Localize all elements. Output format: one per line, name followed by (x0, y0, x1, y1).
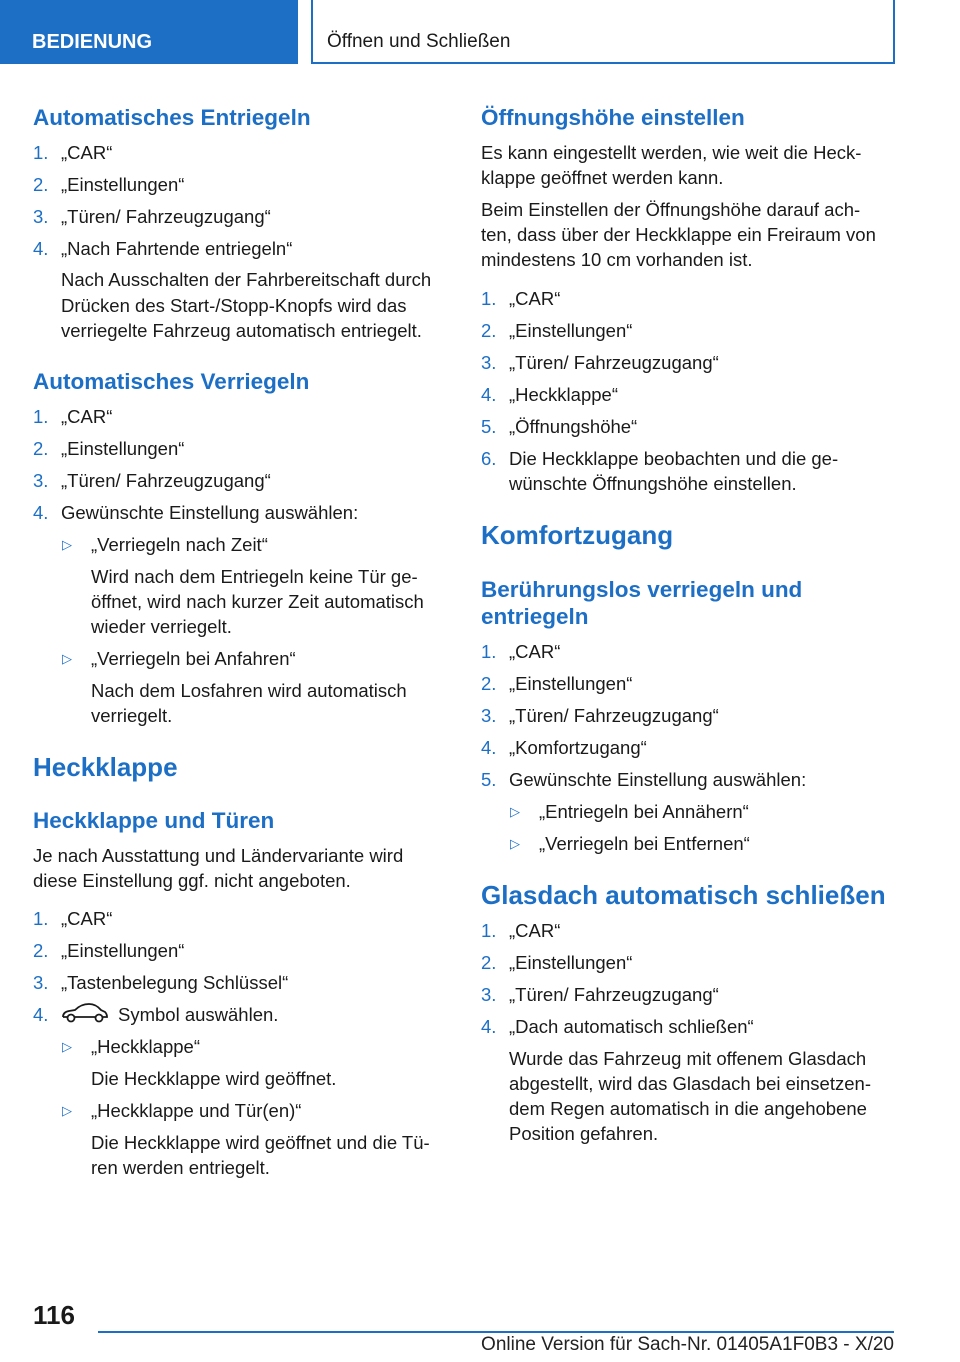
note-line: abgestellt, wird das Glasdach bei einsetzen‐ (509, 1073, 871, 1094)
heading-auto-verriegeln: Automatisches Verriegeln (33, 369, 310, 394)
sub-desc: Wird nach dem Entriegeln keine Tür ge‐ (91, 566, 418, 587)
page-number: 116 (33, 1300, 75, 1330)
sub-desc: ren werden entriegelt. (91, 1157, 270, 1178)
note-line: dem Regen automatisch in die angehobene (509, 1098, 867, 1119)
heading-glasdach: Glasdach automatisch schließen (481, 880, 886, 910)
footer-divider (98, 1331, 894, 1333)
heading-oeffnungshoehe: Öffnungshöhe einstellen (481, 105, 745, 130)
subheading-beruehrungslos: Berührungslos verriegeln und (481, 577, 803, 602)
paragraph-line: Es kann eingestellt werden, wie weit die Heck‐ (481, 142, 862, 163)
sub-desc: Die Heckklappe wird geöffnet und die Tü‐ (91, 1132, 430, 1153)
paragraph-line: Je nach Ausstattung und Ländervariante wird (33, 845, 404, 866)
section-tab: BEDIENUNG (0, 0, 298, 64)
triangle-bullet-icon: ▷ (510, 804, 520, 819)
note-line: Drücken des Start-/Stopp-Knopfs wird das (61, 295, 407, 316)
subheading-beruehrungslos-cont: entriegeln (481, 604, 589, 629)
list-item-continuation: wünschte Öffnungshöhe einstellen. (509, 473, 797, 494)
footer-text: Online Version für Sach-Nr. 01405A1F0B3 - X/20 (481, 1334, 894, 1355)
note-line: Position gefahren. (509, 1123, 659, 1144)
note-line: Wurde das Fahrzeug mit offenem Glasdach (509, 1048, 867, 1069)
sub-desc: verriegelt. (91, 705, 173, 726)
paragraph-line: diese Einstellung ggf. nicht angeboten. (33, 870, 351, 891)
note-line: verriegelte Fahrzeug automatisch entriegelt. (61, 320, 422, 341)
triangle-bullet-icon: ▷ (62, 651, 72, 666)
paragraph-line: mindestens 10 cm vorhanden ist. (481, 249, 753, 270)
triangle-bullet-icon: ▷ (62, 1039, 72, 1054)
chapter-title: Öffnen und Schließen (311, 0, 895, 64)
subheading-heckklappe-tueren: Heckklappe und Türen (33, 808, 275, 833)
paragraph-line: Beim Einstellen der Öffnungshöhe darauf ach‐ (481, 199, 861, 220)
car-outline-icon (61, 1002, 109, 1031)
sub-desc: Nach dem Losfahren wird automatisch (91, 680, 407, 701)
heading-komfortzugang: Komfortzugang (481, 520, 674, 550)
note-line: Nach Ausschalten der Fahrbereitschaft durch (61, 269, 432, 290)
triangle-bullet-icon: ▷ (510, 836, 520, 851)
heading-heckklappe: Heckklappe (33, 752, 178, 782)
paragraph-line: ten, dass über der Heckklappe ein Freiraum von (481, 224, 876, 245)
triangle-bullet-icon: ▷ (62, 537, 72, 552)
paragraph-line: klappe geöffnet werden kann. (481, 167, 724, 188)
sub-desc: öffnet, wird nach kurzer Zeit automatisch (91, 591, 424, 612)
triangle-bullet-icon: ▷ (62, 1103, 72, 1118)
sub-desc: Die Heckklappe wird geöffnet. (91, 1068, 337, 1089)
sub-desc: wieder verriegelt. (91, 616, 232, 637)
heading-auto-entriegeln: Automatisches Entriegeln (33, 105, 311, 130)
